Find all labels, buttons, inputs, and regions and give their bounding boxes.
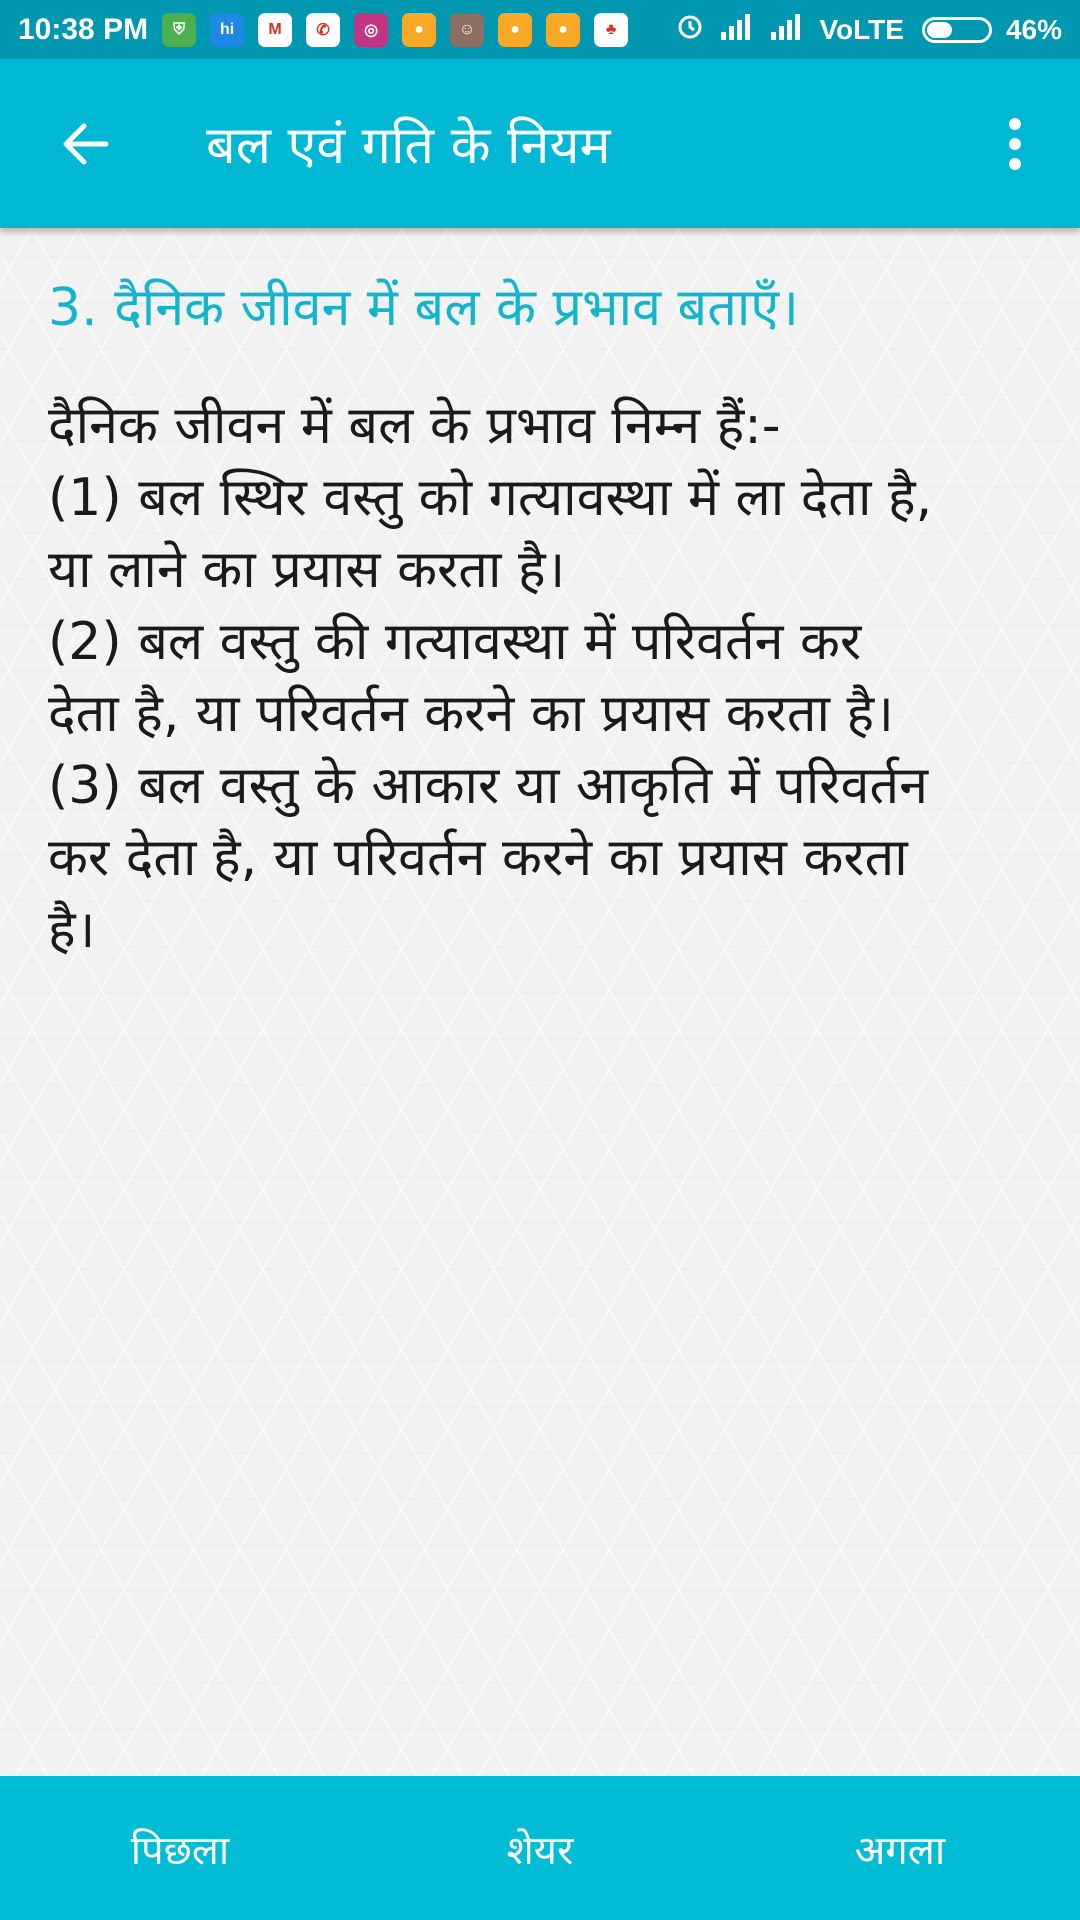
previous-button[interactable]: [0, 1776, 360, 1920]
instagram-icon: ◎: [354, 13, 388, 47]
gmail-icon: M: [258, 13, 292, 47]
chat-app-icon: ●: [402, 13, 436, 47]
hike-icon: hi: [210, 13, 244, 47]
answer-line: (3) बल वस्तु के आकार या आकृति में परिवर्तन: [48, 756, 928, 816]
arrow-back-icon: [58, 117, 112, 171]
previous-label: पिछला: [130, 1827, 230, 1874]
answer-line: (2) बल वस्तु की गत्यावस्था में परिवर्तन कर: [48, 612, 862, 672]
share-button[interactable]: [360, 1776, 720, 1920]
page-title: बल एवं गति के नियम: [206, 116, 611, 176]
answer-line: दैनिक जीवन में बल के प्रभाव निम्न हैं:-: [48, 396, 781, 456]
answer-line: या लाने का प्रयास करता है।: [48, 540, 566, 600]
more-vert-icon: [1008, 118, 1022, 170]
signal-icon: [769, 12, 805, 47]
back-button[interactable]: [40, 99, 130, 189]
share-label: शेयर: [506, 1827, 574, 1874]
content-area: [0, 228, 1080, 1776]
answer-line: देता है, या परिवर्तन करने का प्रयास करता है।: [48, 684, 894, 744]
answer-text: [48, 390, 1032, 966]
network-label: VoLTE: [819, 13, 904, 45]
battery-percent: 46%: [1005, 13, 1062, 45]
status-time: 10:38 PM: [18, 12, 149, 46]
status-indicators: [661, 11, 1062, 48]
app-bar: [0, 59, 1080, 228]
next-button[interactable]: [720, 1776, 1080, 1920]
answer-line: (1) बल स्थिर वस्तु को गत्यावस्था में ला देता है,: [48, 468, 933, 528]
battery-level: [927, 22, 952, 38]
signal-icon: [719, 12, 755, 47]
chat-app-icon: ●: [546, 13, 580, 47]
phone-icon: ✆: [306, 13, 340, 47]
answer-line: कर देता है, या परिवर्तन करने का प्रयास करता: [48, 828, 908, 888]
answer-line: है।: [48, 900, 96, 960]
status-bar: [0, 0, 1080, 59]
profile-photo-icon: ☺: [450, 13, 484, 47]
next-label: अगला: [854, 1827, 946, 1874]
overflow-menu-button[interactable]: [980, 99, 1050, 189]
bottom-nav: [0, 1776, 1080, 1920]
shield-app-icon: ⛨: [162, 13, 196, 47]
question-heading: 3. दैनिक जीवन में बल के प्रभाव बताएँ।: [48, 278, 799, 338]
chat-app-icon: ●: [498, 13, 532, 47]
notification-icons: [162, 13, 642, 47]
alarm-icon: [675, 11, 705, 48]
battery-icon: [922, 17, 992, 43]
chat-green-icon: ♣: [594, 13, 628, 47]
